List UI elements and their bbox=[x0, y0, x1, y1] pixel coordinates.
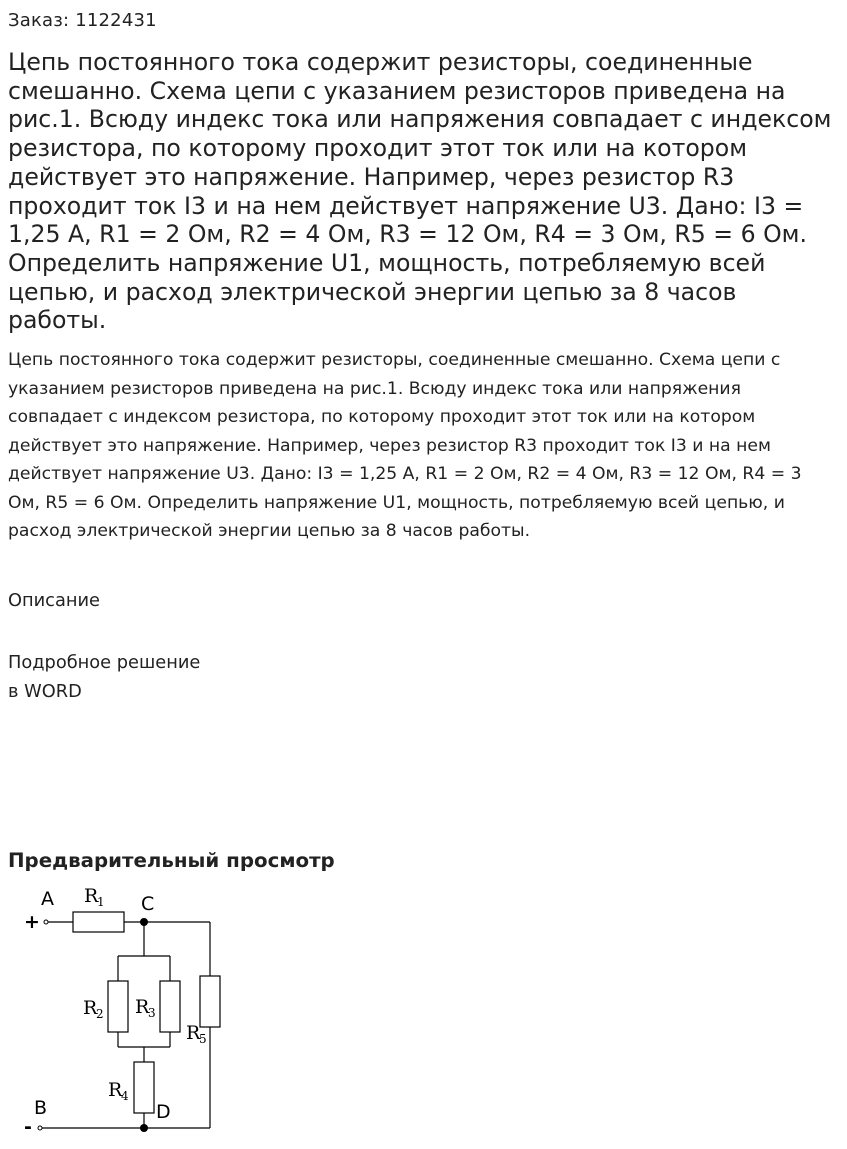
node-c-label: C bbox=[141, 893, 155, 915]
circuit-diagram bbox=[0, 876, 260, 1146]
r3-letter: R bbox=[135, 996, 150, 1018]
r4-letter: R bbox=[108, 1079, 123, 1101]
resistor-r1 bbox=[73, 912, 124, 932]
terminal-b bbox=[38, 1126, 42, 1130]
r3-label bbox=[135, 996, 156, 1020]
minus-sign: - bbox=[24, 1116, 32, 1138]
resistor-r3 bbox=[160, 981, 180, 1032]
r4-subscript: 4 bbox=[121, 1089, 129, 1103]
description-line-2: в WORD bbox=[8, 681, 82, 702]
r1-label bbox=[84, 885, 105, 909]
r5-subscript: 5 bbox=[199, 1032, 207, 1046]
junction-d-dot bbox=[140, 1124, 148, 1132]
description-heading: Описание bbox=[8, 590, 100, 611]
r5-letter: R bbox=[186, 1022, 201, 1044]
problem-body: Цепь постоянного тока содержит резисторы, соединенные смешанно. Схема цепи с указанием резисторов приведена на рис.1. Всюду индекс тока или напряжения совпадает с индексом резистора, по которому проходит этот ток или на котором действует это напряжение. Например, через резистор R3 проходит ток I3 и на нем действует напряжение U3. Дано: I3 = 1,25 А, R1 = 2 Ом, R2 = 4 Ом, R3 = 12 Ом, R4 = 3 Ом, R5 = 6 Ом. Определить напряжение U1, мощность, потребляемую всей цепью, и расход электрической энергии цепью за 8 часов работы. bbox=[8, 350, 802, 541]
r2-letter: R bbox=[83, 997, 98, 1019]
r3-subscript: 3 bbox=[148, 1006, 156, 1020]
junction-c-dot bbox=[140, 918, 148, 926]
terminal-a bbox=[44, 920, 48, 924]
node-d-label: D bbox=[156, 1101, 171, 1123]
node-b-label: B bbox=[34, 1097, 48, 1119]
resistor-r5 bbox=[200, 976, 220, 1027]
r4-label bbox=[108, 1079, 129, 1103]
order-number: Заказ: 1122431 bbox=[8, 10, 157, 31]
problem-title: Цепь постоянного тока содержит резисторы, соединенные смешанно. Схема цепи с указанием резисторов приведена на рис.1. Всюду индекс тока или напряжения совпадает с индексом резистора, по которому проходит этот ток или на котором действует это напряжение. Например, через резистор R3 проходит ток I3 и на нем действует напряжение U3. Дано: I3 = 1,25 А, R1 = 2 Ом, R2 = 4 Ом, R3 = 12 Ом, R4 = 3 Ом, R5 = 6 Ом. Определить напряжение U1, мощность, потребляемую всей цепью, и расход электрической энергии цепью за 8 часов работы. bbox=[8, 48, 832, 335]
r2-subscript: 2 bbox=[96, 1007, 104, 1021]
description-line-1: Подробное решение bbox=[8, 652, 201, 673]
r1-letter: R bbox=[84, 885, 99, 907]
preview-heading: Предварительный просмотр bbox=[8, 849, 335, 872]
resistor-r4 bbox=[134, 1062, 154, 1113]
node-a-label: A bbox=[41, 888, 54, 910]
r2-label bbox=[83, 997, 104, 1021]
r1-subscript: 1 bbox=[97, 895, 105, 909]
resistor-r2 bbox=[108, 981, 128, 1032]
plus-sign: + bbox=[24, 911, 40, 933]
